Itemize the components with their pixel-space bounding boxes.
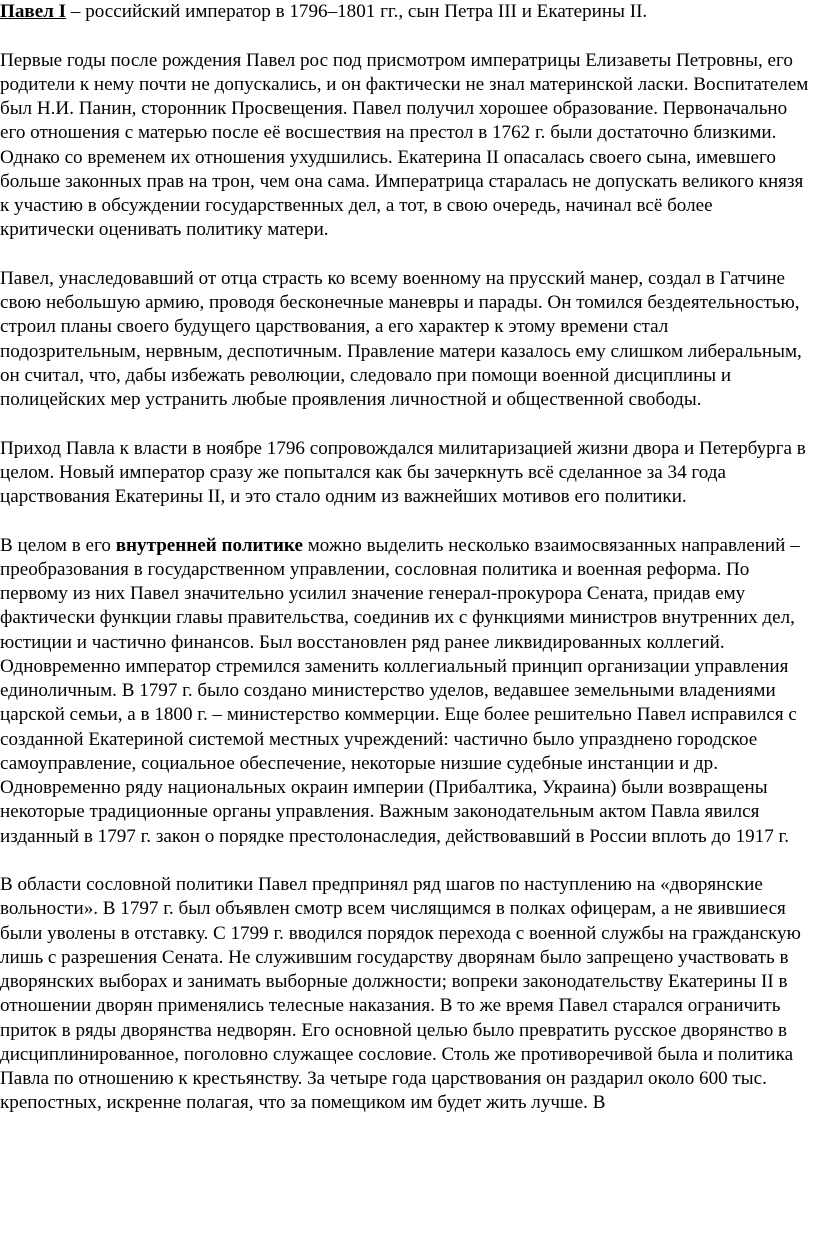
internal-policy-before: В целом в его <box>0 534 116 556</box>
paragraph-internal-policy <box>0 534 810 849</box>
paragraph-accession: Приход Павла к власти в ноябре 1796 сопровождался милитаризацией жизни двора и Петербурга в целом. Новый император сразу же попытался как бы зачеркнуть всё сделанное за 34 года царствования Екатерины II, и это стало одним из важнейших мотивов его политики. <box>0 437 806 507</box>
internal-policy-bold: внутренней политике <box>115 534 303 556</box>
internal-policy-after: можно выделить несколько взаимосвязанных направлений – преобразования в государственном управлении, сословная политика и военная реформа. По первому из них Павел значительно усилил значение генерал-прокурора Сената, придав ему фактически функции главы правительства, соединив их с функциями министров внутренних дел, юстиции и частично финансов. Был восстановлен ряд ранее ликвидированных коллегий. Одновременно император стремился заменить коллегиальный принцип организации управления единоличным. В 1797 г. было создано министерство уделов, ведавшее земельными владениями царской семьи, а в 1800 г. – министерство коммерции. Еще более решительно Павел исправился с созданной Екатериной системой местных учреждений: частично было упразднено городское самоуправление, социальное обеспечение, некоторые низшие судебные инстанции и др. Одновременно ряду национальных окраин империи (Прибалтика, Украина) были возвращены некоторые традиционные органы управления. Важным законодательным актом Павла явился изданный в 1797 г. закон о порядке престолонаследия, действовавший в России вплоть до 1917 г. <box>0 534 800 847</box>
paragraph-early-years: Первые годы после рождения Павел рос под присмотром императрицы Елизаветы Петровны, его родители к нему почти не допускались, и он фактически не знал материнской ласки. Воспитателем был Н.И. Панин, сторонник Просвещения. Павел получил хорошее образование. Первоначально его отношения с матерью после её восшествия на престол в 1762 г. были достаточно близкими. Однако со временем их отношения ухудшились. Екатерина II опасалась своего сына, имевшего больше законных прав на трон, чем она сама. Императрица старалась не допускать великого князя к участию в обсуждении государственных дел, а тот, в свою очередь, начинал всё более критически оценивать политику матери. <box>0 49 809 241</box>
paragraph-estate-policy: В области сословной политики Павел предпринял ряд шагов по наступлению на «дворянские вольности». В 1797 г. был объявлен смотр всем числящимся в полках офицерам, а не явившиеся были уволены в отставку. С 1799 г. вводился порядок перехода с военной службы на гражданскую лишь с разрешения Сената. Не служившим государству дворянам было запрещено участвовать в дворянских выборах и занимать выборные должности; вопреки законодательству Екатерины II в отношении дворян применялись телесные наказания. В то же время Павел старался ограничить приток в ряды дворянства недворян. Его основной целью было превратить русское дворянство в дисциплинированное, поголовно служащее сословие. Столь же противоречивой была и политика Павла по отношению к крестьянству. За четыре года царствования он раздарил около 600 тыс. крепостных, искренне полагая, что за помещиком им будет жить лучше. В <box>0 874 801 1114</box>
title-name: Павел I <box>0 1 67 22</box>
paragraph-gatchina: Павел, унаследовавший от отца страсть ко всему военному на прусский манер, создал в Гатчине свою небольшую армию, проводя бесконечные маневры и парады. Он томился бездеятельностью, строил планы своего будущего царствования, а его характер к этому времени стал подозрительным, нервным, деспотичным. Правление матери казалось ему слишком либеральным, он считал, что, дабы избежать революции, следовало при помощи военной дисциплины и полицейских мер устранить любые проявления личностной и общественной свободы. <box>0 267 802 410</box>
intro-paragraph <box>0 0 810 24</box>
intro-text: – российский император в 1796–1801 гг., сын Петра III и Екатерины II. <box>66 1 648 22</box>
